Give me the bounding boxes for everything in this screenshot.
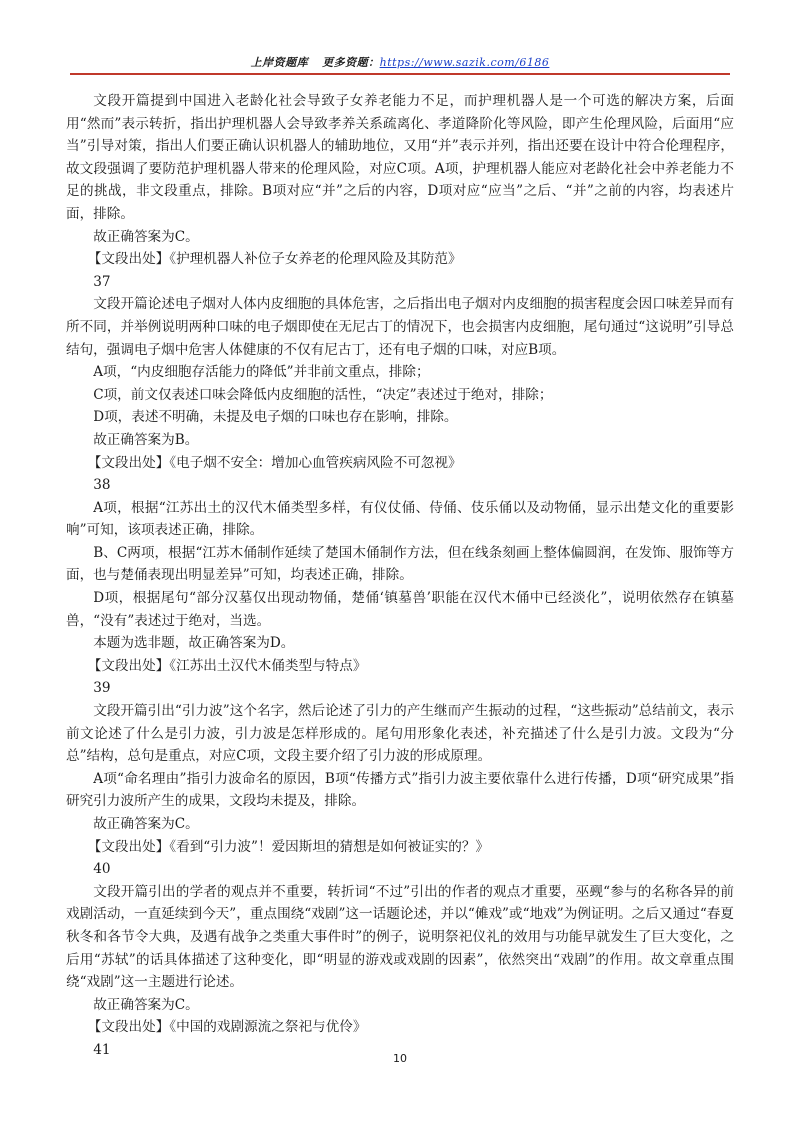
- page-header: [70, 56, 730, 70]
- source-40: 【文段出处】《中国的戏剧源流之祭祀与优伶》: [87, 1019, 367, 1036]
- question-number-39: 39: [93, 680, 111, 697]
- paragraph-36-analysis: 文段开篇提到中国进入老龄化社会导致子女养老能力不足，而护理机器人是一个可选的解决方案，后面用“然而”表示转折，指出护理机器人会导致孝养关系疏离化、孝道降阶化等风险，即产生伦理风险，后面用“应当”引导对策，指出人们要正确认识机器人的辅助地位，又用“并”表示并列，指出还要在设计中符合伦理程序，故文段强调了要防范护理机器人带来的伦理风险，对应C项。A项，护理机器人能应对老龄化社会中养老能力不足的挑战，非文段重点，排除。B项对应“并”之后的内容，D项对应“应当”之后、“并”之前的内容，均表述片面，排除。: [66, 93, 734, 222]
- option-bc-38: B、C两项，根据“江苏木俑制作延续了楚国木俑制作方法，但在线条刻画上整体偏圆润，在发饰、服饰等方面，也与楚俑表现出明显差异”可知，均表述正确，排除。: [66, 544, 734, 584]
- header-source-label: 更多资题：: [322, 56, 380, 69]
- option-a-37: A项，“内皮细胞存活能力的降低”并非前文重点，排除；: [93, 364, 430, 381]
- option-a-38: A项，根据“江苏出土的汉代木俑类型多样，有仪仗俑、侍俑、伎乐俑以及动物俑，显示出楚文化的重要影响”可知，该项表述正确，排除。: [66, 499, 734, 539]
- options-39: A项“命名理由”指引力波命名的原因，B项“传播方式”指引力波主要依靠什么进行传播，D项“研究成果”指研究引力波所产生的成果，文段均未提及，排除。: [66, 770, 734, 810]
- source-38: 【文段出处】《江苏出土汉代木俑类型与特点》: [87, 657, 367, 674]
- page-number: 10: [393, 1052, 407, 1065]
- question-number-38: 38: [93, 477, 111, 494]
- paragraph-40-analysis: 文段开篇引出的学者的观点并不重要，转折词“不过”引出的作者的观点才重要，巫觋“参与的名称各异的前戏剧活动，一直延续到今天”，重点围绕“戏剧”这一话题论述，并以“傩戏”或“地戏”为例证明。之后又通过“春夏秋冬和各节令大典，及遇有战争之类重大事件时”的例子，说明祭祀仪礼的效用与功能早就发生了巨大变化，之后用“苏轼”的话具体描述了这种变化，即“明显的游戏或戏剧的因素”，依然突出“戏剧”的作用。故文章重点围绕“戏剧”这一主题进行论述。: [66, 883, 734, 991]
- option-d-38: D项，根据尾句“部分汉墓仅出现动物俑，楚俑‘镇墓兽’职能在汉代木俑中已经淡化”，说明依然存在镇墓兽，“没有”表述过于绝对，当选。: [66, 590, 734, 629]
- answer-39: 故正确答案为C。: [93, 816, 199, 832]
- header-divider: [70, 73, 730, 75]
- question-number-40: 40: [93, 861, 111, 878]
- question-number-41: 41: [93, 1041, 111, 1058]
- source-36: 【文段出处】《护理机器人补位子女养老的伦理风险及其防范》: [87, 251, 462, 268]
- paragraph-39-analysis: 文段开篇引出“引力波”这个名字，然后论述了引力的产生继而产生振动的过程，“这些振动”总结前文，表示前文论述了什么是引力波，引力波是怎样形成的。尾句用形象化表述，补充描述了什么是引力波。文段为“分总”结构，总句是重点，对应C项，文段主要介绍了引力波的形成原理。: [66, 703, 734, 765]
- paragraph-37-analysis: 文段开篇论述电子烟对人体内皮细胞的具体危害，之后指出电子烟对内皮细胞的损害程度会因口味差异而有所不同，并举例说明两种口味的电子烟即使在无尼古丁的情况下，也会损害内皮细胞，尾句通过“这说明”引导总结句，强调电子烟中危害人体健康的不仅有尼古丁，还有电子烟的口味，对应B项。: [66, 296, 734, 358]
- answer-37: 故正确答案为B。: [93, 431, 199, 448]
- option-c-37: C项，前文仅表述口味会降低内皮细胞的活性，“决定”表述过于绝对，排除；: [93, 386, 553, 403]
- header-url-link[interactable]: https://www.sazik.com/6186: [379, 56, 550, 69]
- question-number-37: 37: [93, 273, 111, 290]
- source-37: 【文段出处】《电子烟不安全：增加心血管疾病风险不可忽视》: [87, 454, 462, 471]
- document-body: [66, 90, 734, 1062]
- header-library-name: 上岸资题库: [250, 56, 309, 69]
- answer-36: 故正确答案为C。: [93, 228, 199, 245]
- option-d-37: D项，表述不明确，未提及电子烟的口味也存在影响，排除。: [93, 409, 458, 426]
- answer-40: 故正确答案为C。: [93, 996, 199, 1013]
- source-39: 【文段出处】《看到“引力波”！爱因斯坦的猜想是如何被证实的？》: [87, 838, 490, 855]
- answer-38: 本题为选非题，故正确答案为D。: [93, 635, 295, 652]
